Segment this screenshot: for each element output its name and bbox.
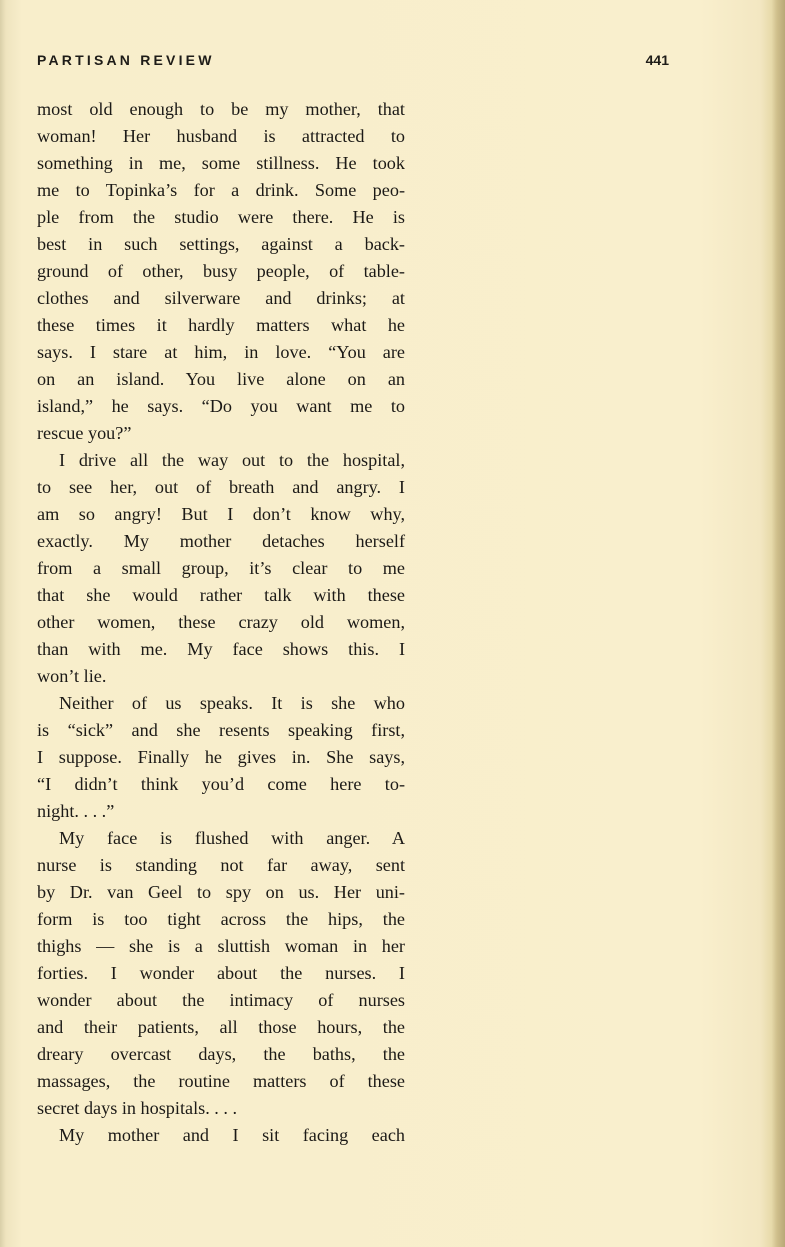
text-line: something in me, some stillness. He took xyxy=(37,153,405,173)
running-head: PARTISAN REVIEW xyxy=(37,52,215,68)
text-line: and their patients, all those hours, the xyxy=(37,1017,405,1037)
text-line: forties. I wonder about the nurses. I xyxy=(37,963,405,983)
text-line: on an island. You live alone on an xyxy=(37,369,405,389)
text-line: by Dr. van Geel to spy on us. Her uni- xyxy=(37,882,405,902)
text-line: says. I stare at him, in love. “You are xyxy=(37,342,405,362)
page-edge xyxy=(771,0,785,1247)
text-line: am so angry! But I don’t know why, xyxy=(37,504,405,524)
text-line: ple from the studio were there. He is xyxy=(37,207,405,227)
page-number: 441 xyxy=(645,52,669,68)
text-line: “I didn’t think you’d come here to- xyxy=(37,774,405,794)
text-line: rescue you?” xyxy=(37,423,132,443)
page-header xyxy=(37,52,669,74)
text-line: best in such settings, against a back- xyxy=(37,234,405,254)
text-line: than with me. My face shows this. I xyxy=(37,639,405,659)
text-line: island,” he says. “Do you want me to xyxy=(37,396,405,416)
text-line: nurse is standing not far away, sent xyxy=(37,855,405,875)
text-line: these times it hardly matters what he xyxy=(37,315,405,335)
text-line: My mother and I sit facing each xyxy=(59,1125,405,1145)
text-line: I drive all the way out to the hospital, xyxy=(59,450,405,470)
text-line: thighs — she is a sluttish woman in her xyxy=(37,936,405,956)
text-line: massages, the routine matters of these xyxy=(37,1071,405,1091)
text-line: My face is flushed with anger. A xyxy=(59,828,405,848)
text-line: wonder about the intimacy of nurses xyxy=(37,990,405,1010)
text-line: night. . . .” xyxy=(37,801,115,821)
text-line: ground of other, busy people, of table- xyxy=(37,261,405,281)
text-line: other women, these crazy old women, xyxy=(37,612,405,632)
text-line: secret days in hospitals. . . . xyxy=(37,1098,238,1118)
text-line: most old enough to be my mother, that xyxy=(37,99,405,119)
text-line: from a small group, it’s clear to me xyxy=(37,558,405,578)
text-line: dreary overcast days, the baths, the xyxy=(37,1044,405,1064)
text-line: won’t lie. xyxy=(37,666,107,686)
text-line: to see her, out of breath and angry. I xyxy=(37,477,405,497)
text-line: that she would rather talk with these xyxy=(37,585,405,605)
text-line: is “sick” and she resents speaking first, xyxy=(37,720,405,740)
text-line: woman! Her husband is attracted to xyxy=(37,126,405,146)
text-line: I suppose. Finally he gives in. She says, xyxy=(37,747,405,767)
text-line: me to Topinka’s for a drink. Some peo- xyxy=(37,180,405,200)
text-line: clothes and silverware and drinks; at xyxy=(37,288,405,308)
text-line: Neither of us speaks. It is she who xyxy=(59,693,405,713)
text-line: exactly. My mother detaches herself xyxy=(37,531,405,551)
text-line: form is too tight across the hips, the xyxy=(37,909,405,929)
body-text xyxy=(37,96,405,1149)
